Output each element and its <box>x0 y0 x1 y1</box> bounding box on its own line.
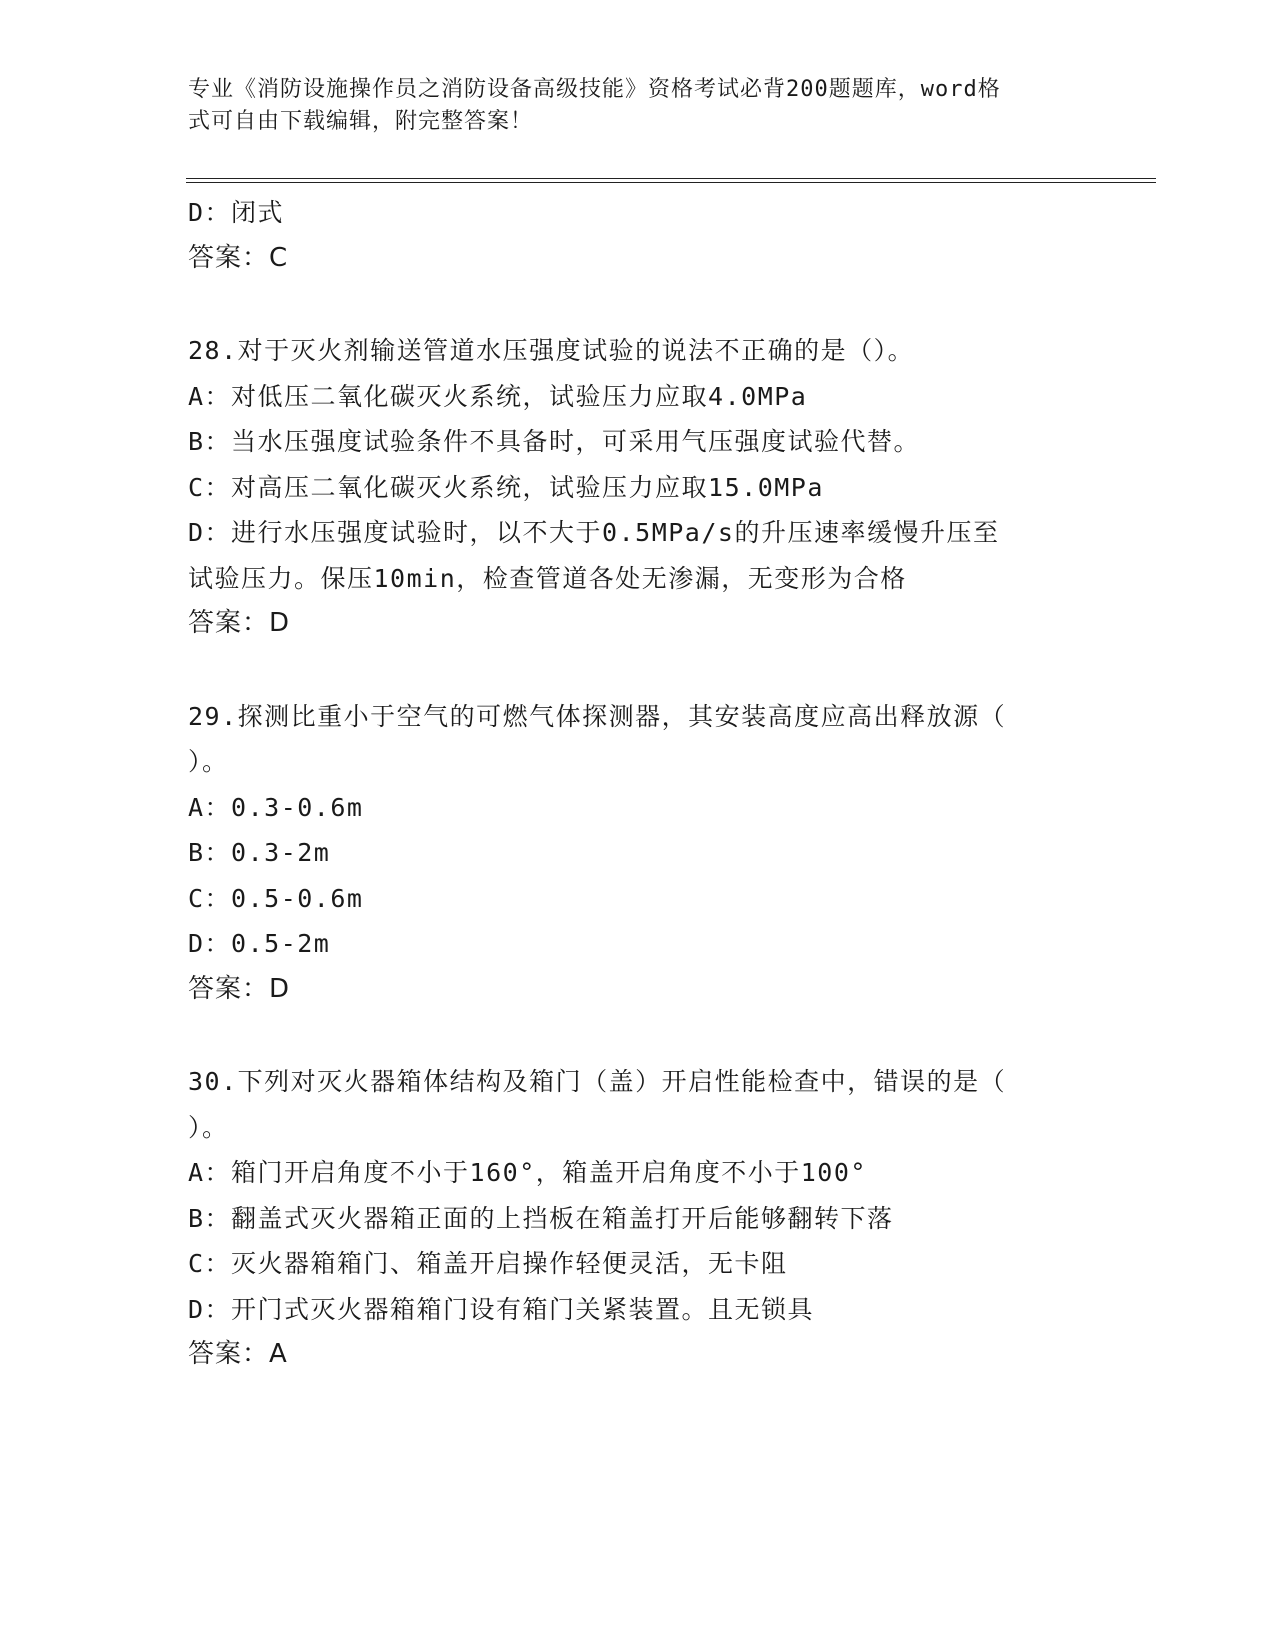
option-a: A：箱门开启角度不小于160°，箱盖开启角度不小于100° <box>188 1158 867 1187</box>
option-b: B：翻盖式灭火器箱正面的上挡板在箱盖打开后能够翻转下落 <box>188 1203 894 1233</box>
spacer <box>188 647 1088 694</box>
option-d-line-2: 试验压力。保压10min，检查管道各处无渗漏，无变形为合格 <box>188 563 907 593</box>
question-stem: 28.对于灭火剂输送管道水压强度试验的说法不正确的是（）。 <box>188 336 915 365</box>
question-stem-line-1: 29.探测比重小于空气的可燃气体探测器，其安装高度应高出释放源（ <box>188 701 1007 731</box>
option-d: D：开门式灭火器箱箱门设有箱门关紧装置。且无锁具 <box>188 1294 815 1324</box>
question-29 <box>188 694 1088 1013</box>
header-line-2: 式可自由下载编辑，附完整答案！ <box>188 109 534 134</box>
question-answer: 答案：D <box>188 608 291 638</box>
prev-question-option-d: D：闭式 <box>188 198 285 227</box>
option-c: C：灭火器箱箱门、箱盖开启操作轻便灵活，无卡阻 <box>188 1249 788 1278</box>
question-answer: 答案：A <box>188 1339 288 1369</box>
option-d-line-1: D：进行水压强度试验时，以不大于0.5MPa/s的升压速率缓慢升压至 <box>188 518 1000 547</box>
header-divider <box>186 178 1156 183</box>
question-answer: 答案：D <box>188 973 291 1004</box>
question-28 <box>188 328 1088 647</box>
option-b: B：当水压强度试验条件不具备时，可采用气压强度试验代替。 <box>188 427 921 456</box>
spacer <box>188 281 1088 328</box>
document-body <box>188 190 1088 1378</box>
question-30 <box>188 1059 1088 1378</box>
document-header <box>188 74 1068 138</box>
option-c: C：对高压二氧化碳灭火系统，试验压力应取15.0MPa <box>188 472 824 502</box>
spacer <box>188 1012 1088 1059</box>
question-stem-line-1: 30.下列对灭火器箱体结构及箱门（盖）开启性能检查中，错误的是（ <box>188 1067 1007 1096</box>
option-a: A：0.3-0.6m <box>188 792 364 822</box>
question-stem-line-2: ）。 <box>188 747 229 776</box>
option-c: C：0.5-0.6m <box>188 883 364 913</box>
header-line-1: 专业《消防设施操作员之消防设备高级技能》资格考试必背200题题库，word格 <box>188 77 1001 102</box>
option-b: B：0.3-2m <box>188 838 331 867</box>
prev-question-answer: 答案：C <box>188 242 289 273</box>
question-stem-line-2: ）。 <box>188 1112 229 1142</box>
option-a: A：对低压二氧化碳灭火系统，试验压力应取4.0MPa <box>188 381 808 411</box>
option-d: D：0.5-2m <box>188 929 331 958</box>
